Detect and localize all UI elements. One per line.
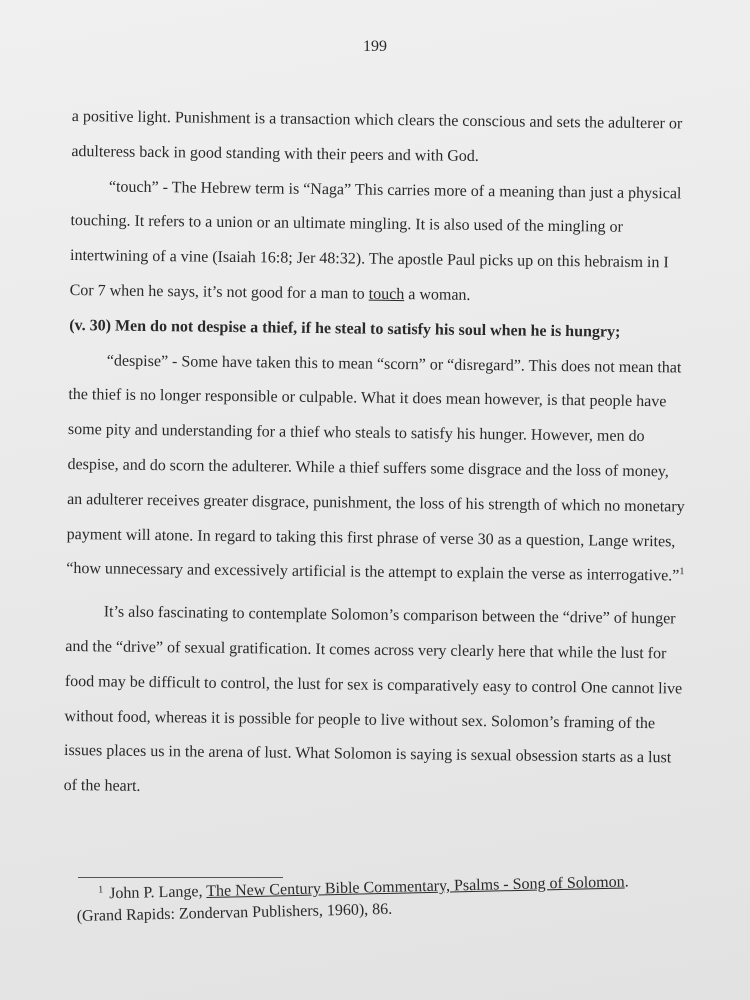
footnote-divider [78, 877, 283, 878]
paragraph-touch-text: “touch” - The Hebrew term is “Naga” This carries more of a meaning than just a physical touching. It refers to a union or an ultimate mingling. It is also used of the mingling or intertwining of a vine (Isaiah 16:8; Jer 48:32). The apostle Paul picks up on this hebraism in I Cor 7 when he says, it’s not good for a man to [69, 178, 682, 303]
footnote-title-end: . [624, 873, 629, 891]
footnote-author: John P. Lange, [109, 883, 207, 903]
paragraph-touch-end: a woman. [404, 286, 471, 304]
paragraph-despise [66, 344, 689, 595]
page-number: 199 [363, 38, 387, 55]
underlined-word-touch: touch [368, 285, 405, 304]
paragraph-solomon: It’s also fascinating to contemplate Solomon’s comparison between the “drive” of hunger and the “drive” of sexual gratification. It comes across very clearly here that while the lust for food may be difficult to control, the lust for sex is comparatively easy to control One cannot live without food, whereas it is possible for people to live without sex. Solomon’s framing of the issues places us in the arena of lust. What Solomon is saying is sexual obsession starts as a lust of the heart. [63, 603, 683, 796]
footnote-publication: (Grand Rapids: Zondervan Publishers, 1960), 86. [76, 900, 393, 925]
footnote [76, 870, 697, 928]
paragraph-touch [69, 170, 691, 317]
body-text [63, 100, 692, 811]
footnote-marker: 1 [98, 884, 104, 896]
footnote-title: The New Century Bible Commentary, Psalms - Song of Solomon [206, 873, 625, 901]
paragraph-continuation: a positive light. Punishment is a transaction which clears the conscious and sets the adulterer or adulteress back in good standing with their peers and with God. [71, 107, 683, 165]
verse-heading: (v. 30) Men do not despise a thief, if he steal to satisfy his soul when he is hungry; [69, 316, 621, 341]
paragraph-despise-text: “despise” - Some have taken this to mean “scorn” or “disregard”. This does not mean that the thief is no longer responsible or culpable. What it does mean however, is that people have some pity and understanding for a thief who steals to satisfy his hunger. However, men do despise, and do scorn the adulterer. While a thief suffers some disgrace and the loss of money, an adulterer receives greater disgrace, punishment, the loss of his strength of which no monetary payment will atone. In regard to taking this first phrase of verse 30 as a question, Lange writes, “how unnecessary and excessively artificial is the attempt to explain the verse as interrogative.” [66, 352, 685, 585]
footnote-reference: 1 [679, 566, 685, 578]
